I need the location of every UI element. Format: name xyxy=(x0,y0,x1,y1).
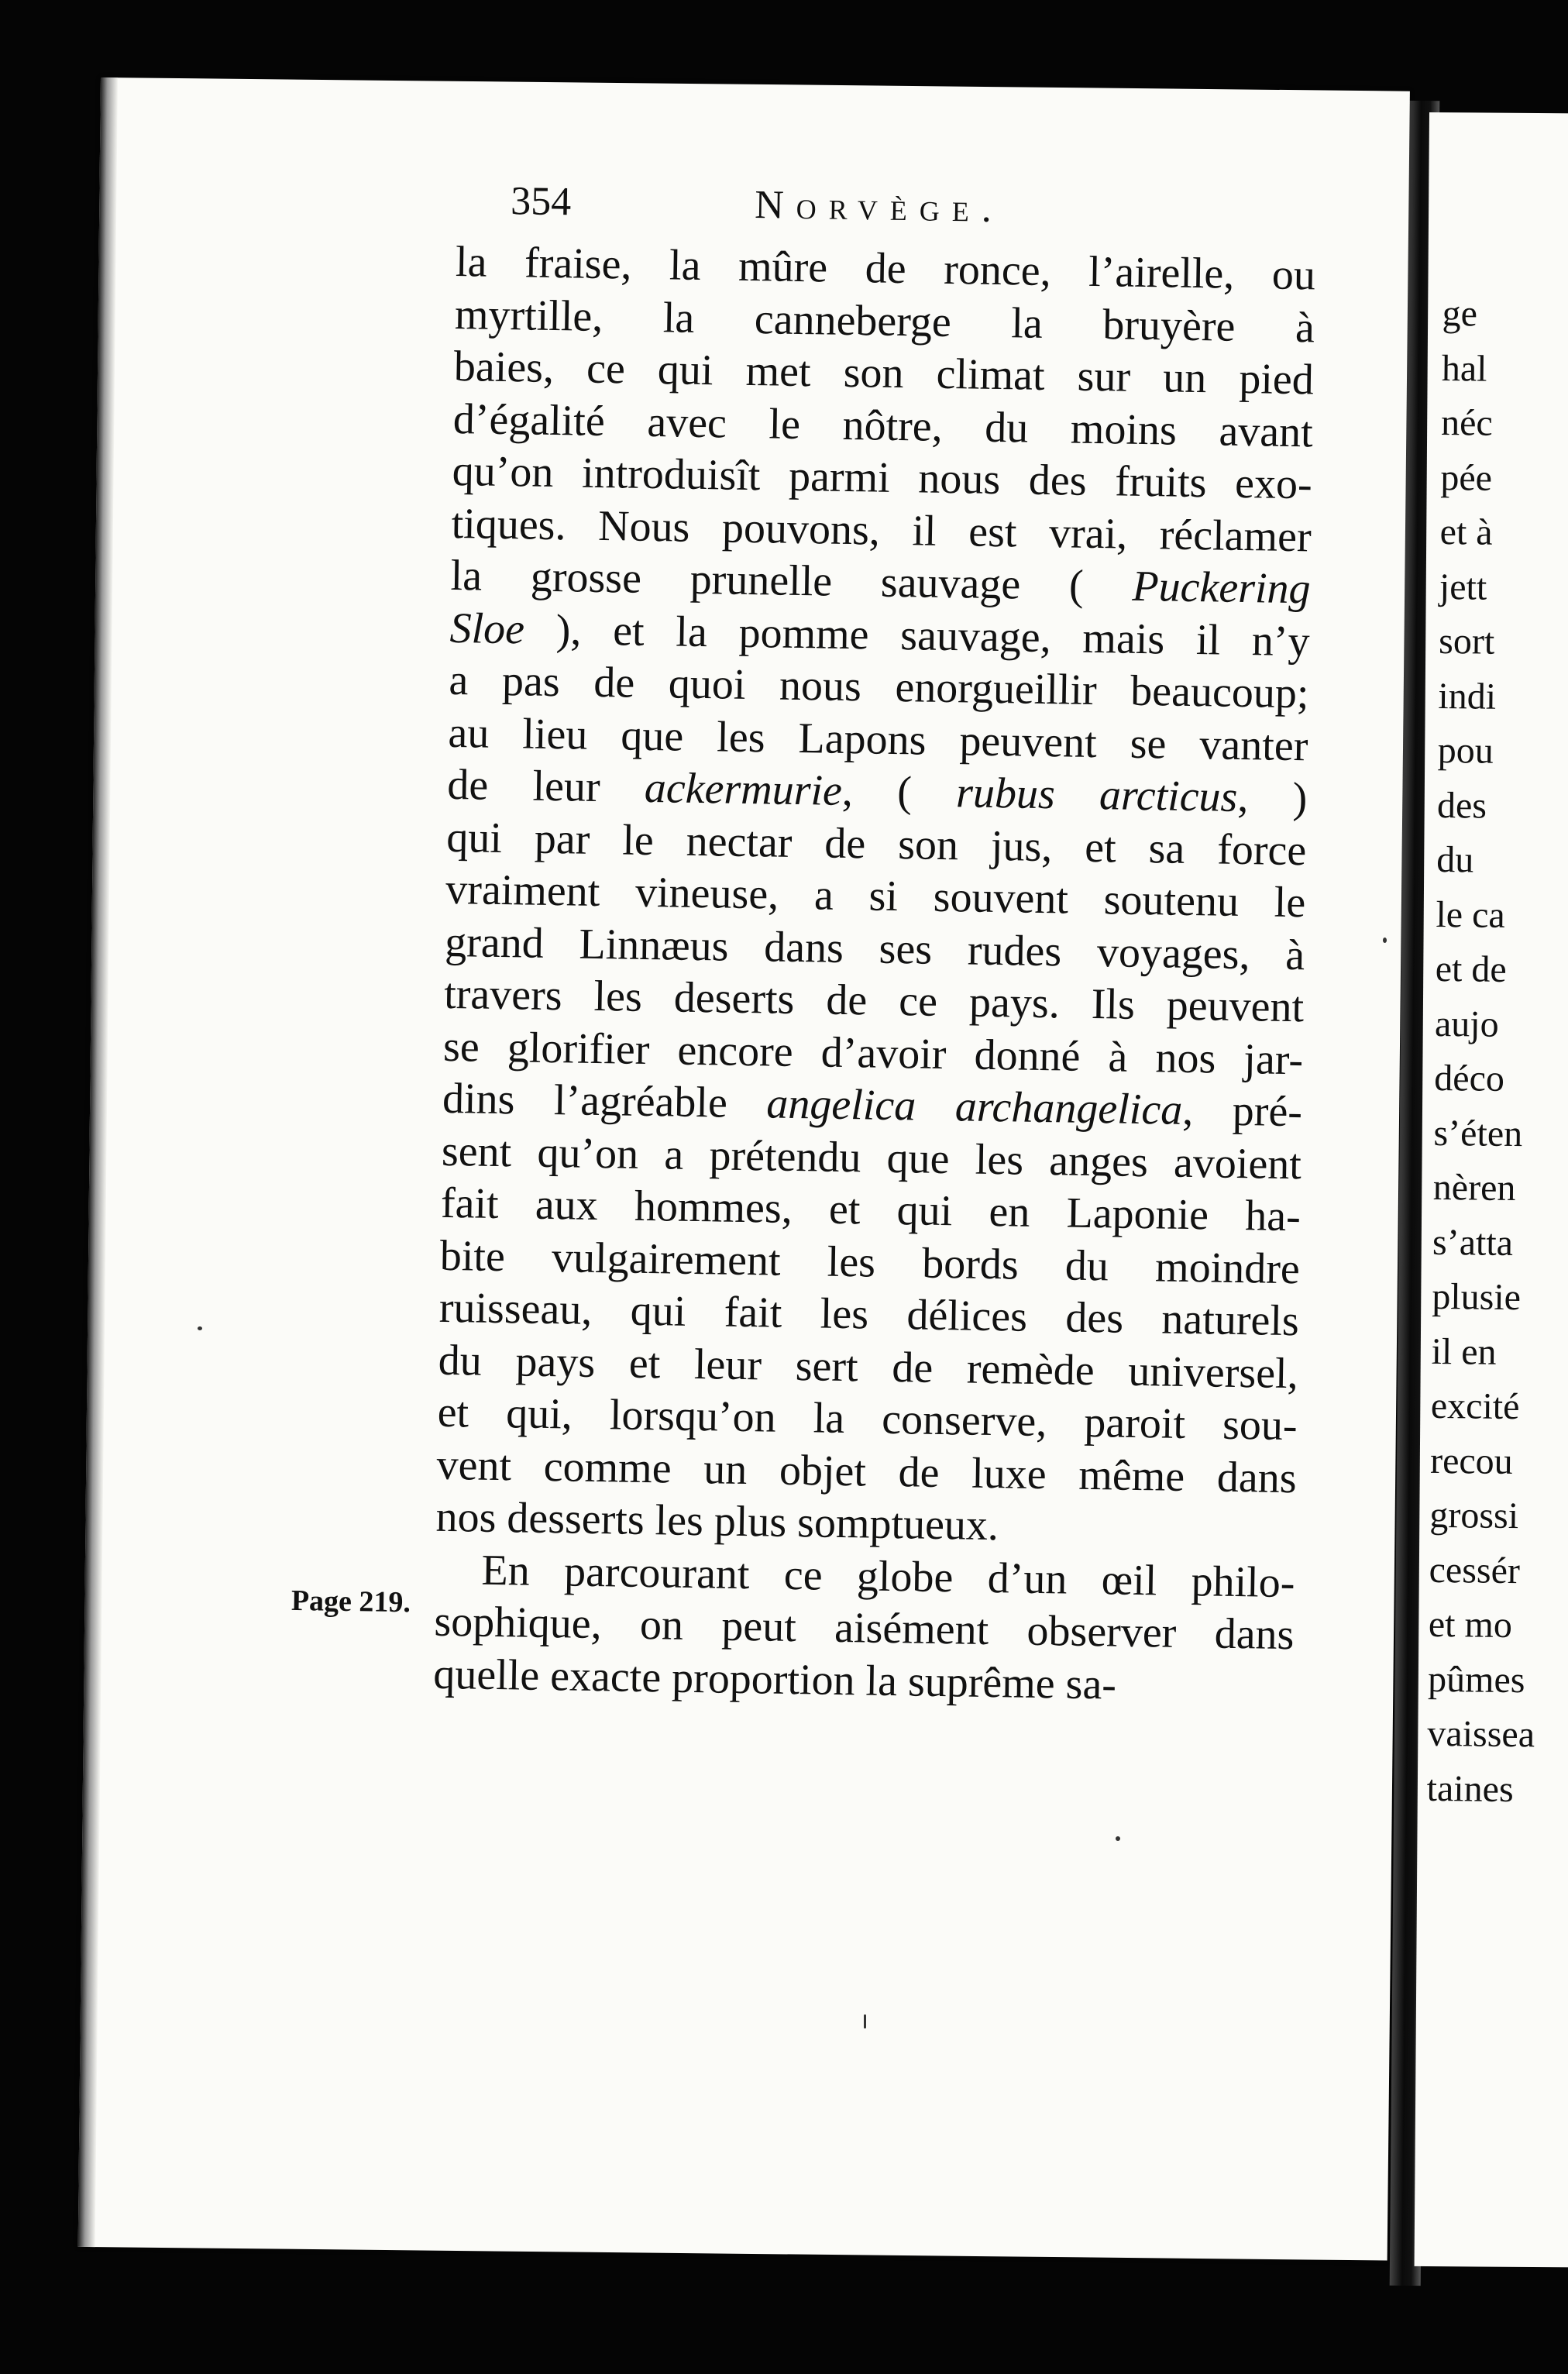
text-line: la grosse prunelle sauvage ( Puckering xyxy=(450,551,1312,614)
right-page-line-fragment: sort xyxy=(1438,620,1495,662)
text-line: baies, ce qui met son climat sur un pied xyxy=(453,342,1315,404)
right-page-line-fragment: s’atta xyxy=(1432,1221,1514,1264)
right-page-line-fragment: taines xyxy=(1426,1767,1514,1810)
text-line: vraiment vineuse, a si souvent soutenu le xyxy=(445,865,1306,927)
right-page-line-fragment: nèren xyxy=(1432,1166,1516,1209)
text-line: sophique, on peut aisément observer dans xyxy=(434,1597,1295,1660)
right-page-line-fragment: hal xyxy=(1441,347,1487,390)
right-page-line-fragment: recou xyxy=(1429,1440,1514,1482)
right-page-line-fragment: ge xyxy=(1442,292,1478,335)
right-page-line-fragment: du xyxy=(1436,838,1474,881)
text-line: sent qu’on a prétendu que les anges avoient xyxy=(441,1127,1302,1189)
right-page-line-fragment: néc xyxy=(1440,401,1494,444)
text-line: fait aux hommes, et qui en Laponie ha- xyxy=(440,1178,1302,1241)
right-page-line-fragment: excité xyxy=(1430,1385,1520,1428)
text-line: qui par le nectar de son jus, et sa force xyxy=(445,813,1307,875)
right-page-line-fragment: jett xyxy=(1439,566,1487,608)
right-page-line-fragment: et à xyxy=(1439,511,1493,553)
text-line: la fraise, la mûre de ronce, l’airelle, ou xyxy=(455,237,1316,300)
text-line: au lieu que les Lapons peuvent se vanter xyxy=(448,708,1308,770)
right-page-line-fragment: indi xyxy=(1438,675,1497,717)
text-line: qu’on introduisît parmi nous des fruits exo- xyxy=(452,446,1313,509)
right-page-line-fragment: déco xyxy=(1434,1057,1505,1099)
text-line: tiques. Nous pouvons, il est vrai, réclamer xyxy=(451,499,1312,561)
text-line: du pays et leur sert de remède universel, xyxy=(438,1336,1299,1398)
text-line: Sloe ), et la pomme sauvage, mais il n’y xyxy=(449,604,1310,666)
ink-speck xyxy=(198,1326,202,1330)
right-page-line-fragment: pée xyxy=(1440,456,1493,499)
right-page-line-fragment: le ca xyxy=(1436,893,1506,936)
margin-note: Page 219. xyxy=(291,1584,411,1619)
right-page-fragments xyxy=(1426,287,1549,1817)
right-page-line-fragment: aujo xyxy=(1434,1003,1499,1045)
ink-speck xyxy=(1116,1836,1120,1841)
text-line: et qui, lorsqu’on la conserve, paroit sou- xyxy=(437,1388,1298,1450)
ink-speck xyxy=(1383,938,1387,943)
right-page-line-fragment: il en xyxy=(1431,1330,1497,1373)
page-number: 354 xyxy=(510,179,572,225)
text-line: En parcourant ce globe d’un œil philo- xyxy=(481,1546,1295,1607)
text-line: d’égalité avec le nôtre, du moins avant xyxy=(452,394,1314,456)
text-line: a pas de quoi nous enorgueillir beaucoup; xyxy=(449,655,1309,718)
text-line: ruisseau, qui fait les délices des naturels xyxy=(438,1283,1300,1346)
left-page-text xyxy=(291,167,1317,1714)
right-page-line-fragment: grossi xyxy=(1429,1494,1519,1537)
right-page-line-fragment: et de xyxy=(1435,948,1508,990)
right-page-line-fragment: vaissea xyxy=(1427,1712,1535,1756)
body-text xyxy=(433,236,1316,1714)
right-page-line-fragment: et mo xyxy=(1428,1603,1513,1646)
right-page-line-fragment: cessér xyxy=(1429,1549,1521,1591)
right-page-line-fragment: des xyxy=(1436,784,1487,827)
running-title: Norvège. xyxy=(754,183,1005,232)
text-line: se glorifier encore d’avoir donné à nos jar- xyxy=(442,1022,1304,1084)
right-page-line-fragment: plusie xyxy=(1432,1275,1522,1319)
text-line: quelle exacte proportion la suprême sa- xyxy=(432,1650,1117,1709)
text-line: vent comme un objet de luxe même dans xyxy=(436,1440,1298,1502)
text-line: grand Linnæus dans ses rudes voyages, à xyxy=(444,917,1305,979)
text-line: travers les deserts de ce pays. Ils peuvent xyxy=(443,969,1305,1032)
right-page-line-fragment: pûmes xyxy=(1427,1658,1525,1701)
right-page-line-fragment: pou xyxy=(1437,729,1494,772)
text-line: de leur ackermurie, ( rubus arcticus, ) xyxy=(446,760,1308,823)
text-line: bite vulgairement les bords du moindre xyxy=(439,1231,1301,1293)
running-head xyxy=(456,167,1317,249)
text-line: dins l’agréable angelica archangelica, pré- xyxy=(442,1074,1303,1137)
right-page-line-fragment: s’éten xyxy=(1433,1112,1523,1154)
ink-speck xyxy=(864,2014,866,2028)
text-line: myrtille, la canneberge la bruyère à xyxy=(454,290,1315,352)
text-line: nos desserts les plus somptueux. xyxy=(435,1492,999,1550)
